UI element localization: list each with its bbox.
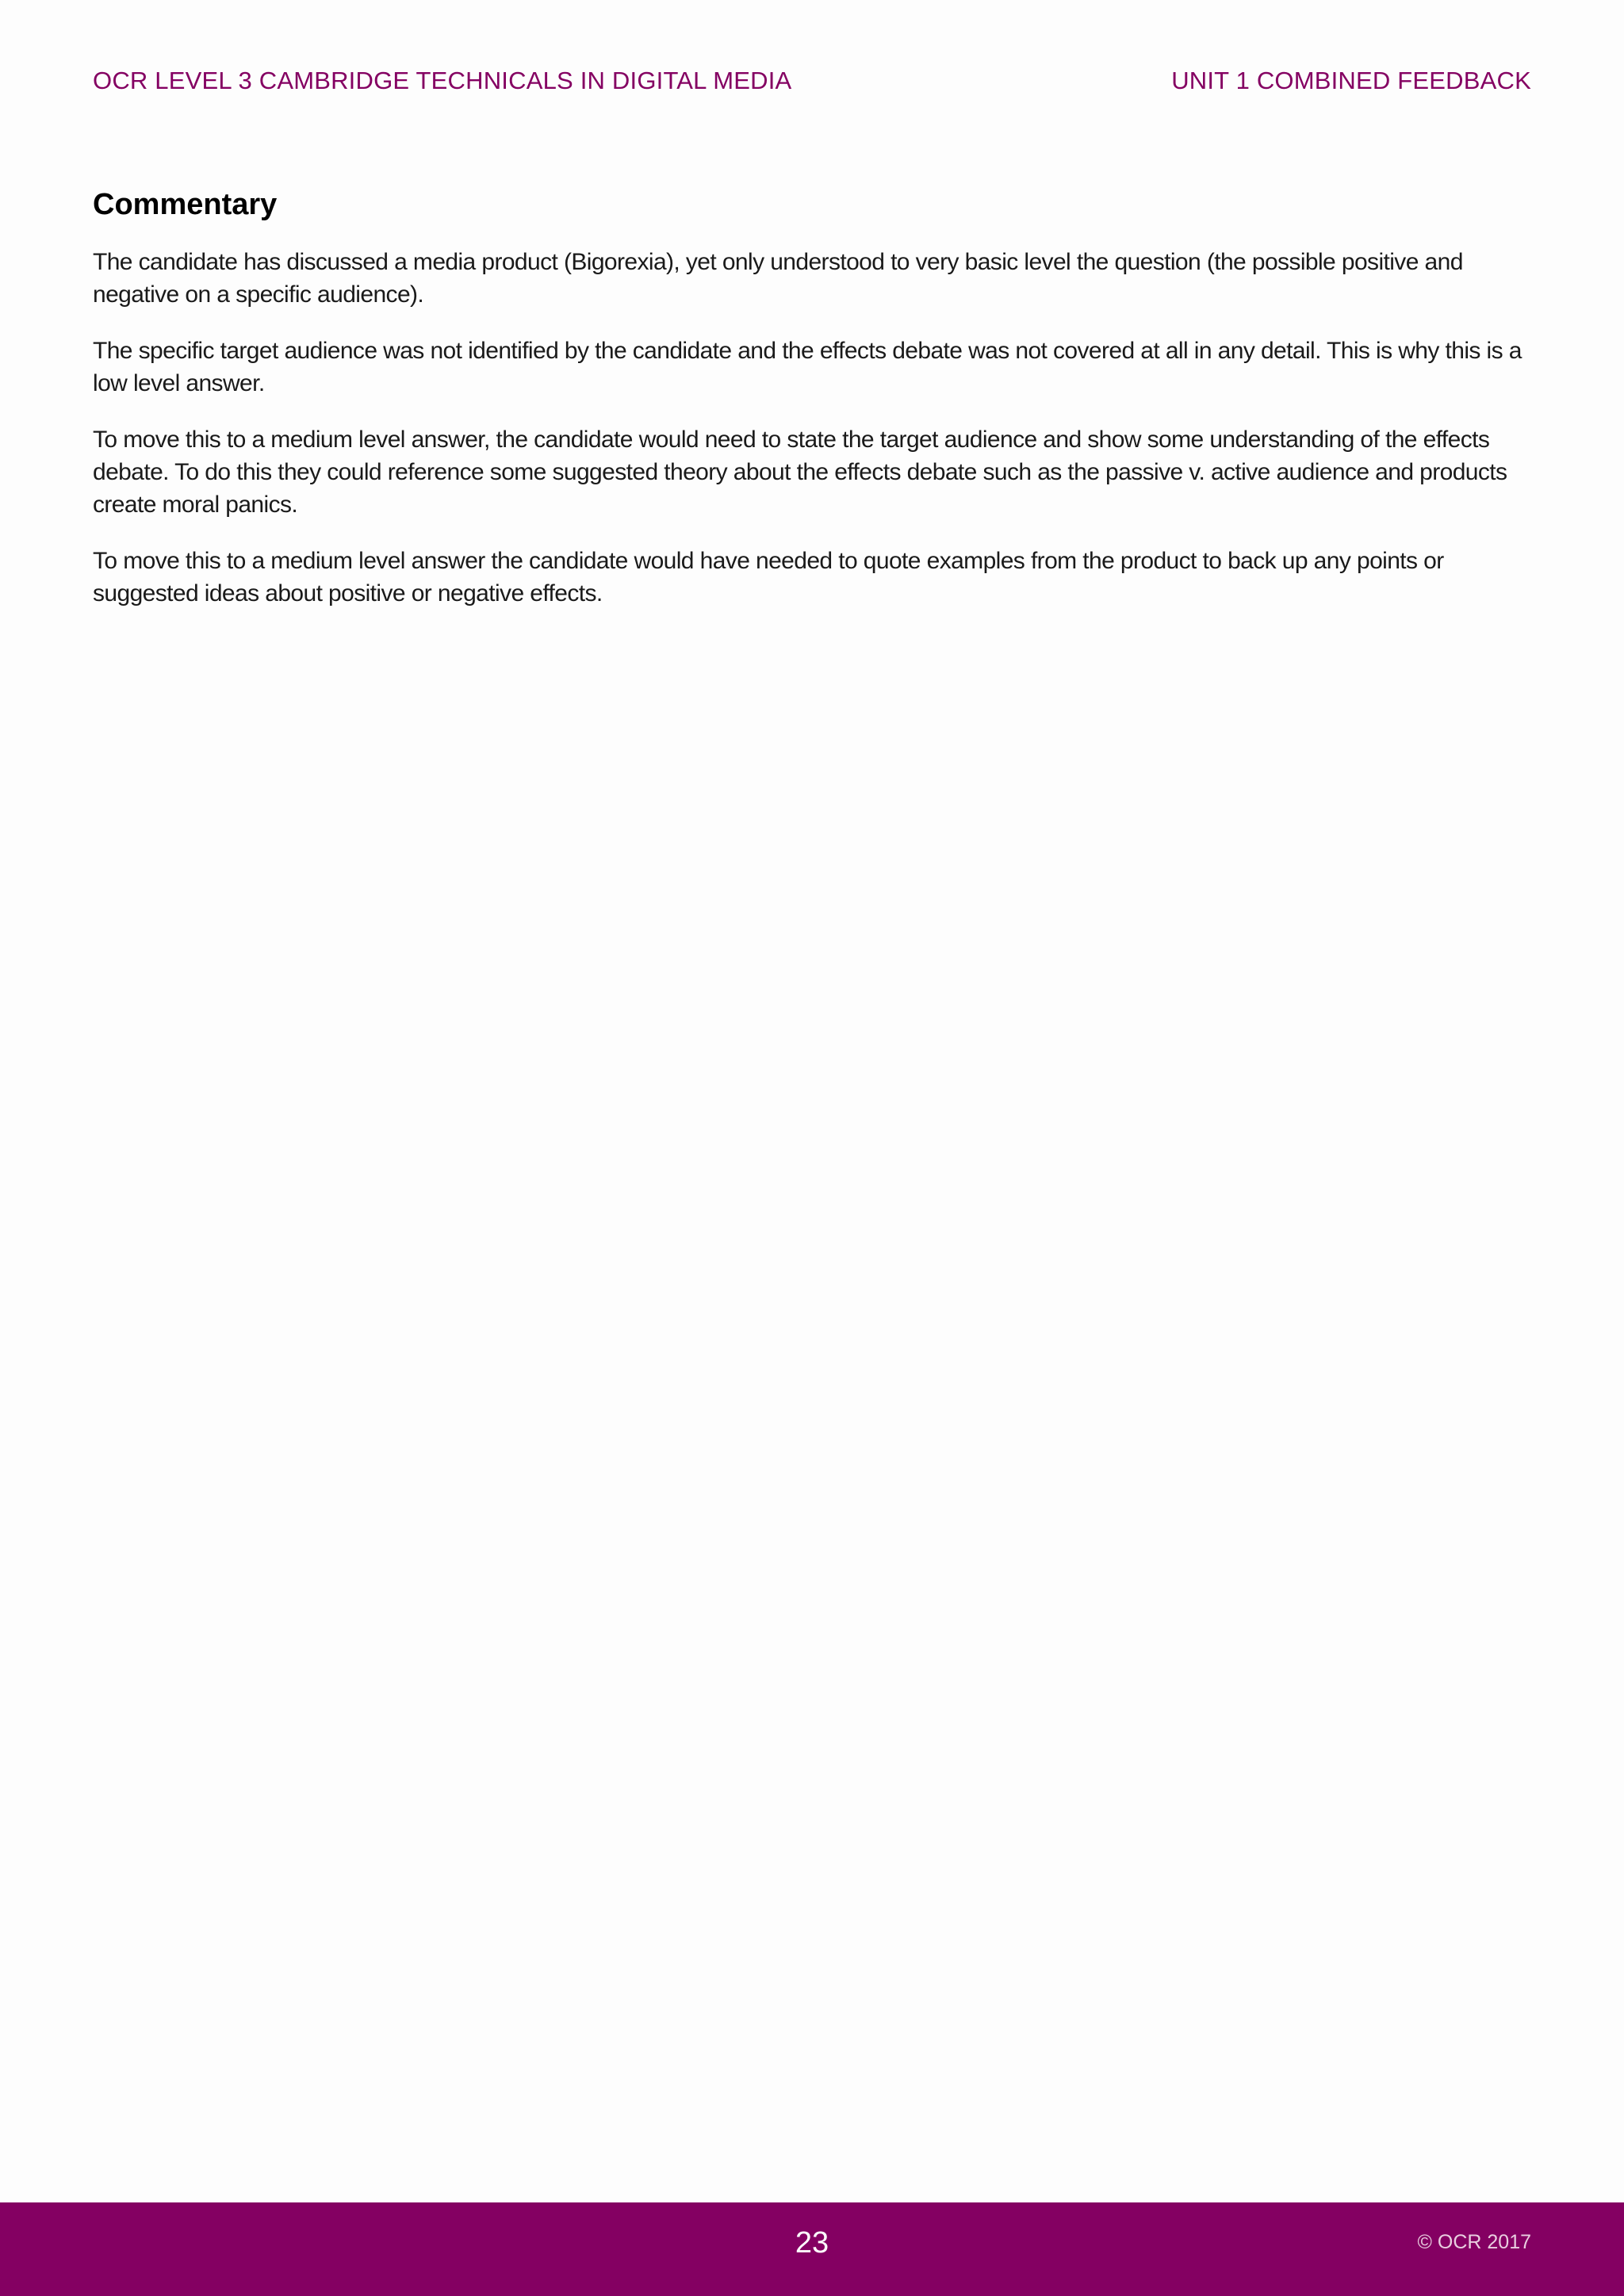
header-left-title: OCR LEVEL 3 CAMBRIDGE TECHNICALS IN DIGITAL MEDIA bbox=[93, 67, 792, 94]
paragraph-3: To move this to a medium level answer, the candidate would need to state the target audience and show some understanding of the effects debate. To do this they could reference some suggested theory about the effects debate such as the passive v. active audience and products create moral panics. bbox=[93, 427, 1507, 518]
page-number: 23 bbox=[795, 2226, 829, 2260]
main-content bbox=[93, 186, 1532, 633]
copyright-notice: © OCR 2017 bbox=[1417, 2231, 1531, 2253]
header-right-title: UNIT 1 COMBINED FEEDBACK bbox=[1171, 67, 1531, 94]
footer-bar bbox=[0, 2202, 1624, 2296]
section-heading: Commentary bbox=[93, 188, 278, 221]
paragraph-4: To move this to a medium level answer the candidate would have needed to quote examples from the product to back up any points or suggested ideas about positive or negative effects. bbox=[93, 548, 1444, 607]
paragraph-2: The specific target audience was not identified by the candidate and the effects debate was not covered at all in any detail. This is why this is a low level answer. bbox=[93, 338, 1522, 396]
paragraph-1: The candidate has discussed a media product (Bigorexia), yet only understood to very basic level the question (the possible positive and negative on a specific audience). bbox=[93, 249, 1463, 308]
